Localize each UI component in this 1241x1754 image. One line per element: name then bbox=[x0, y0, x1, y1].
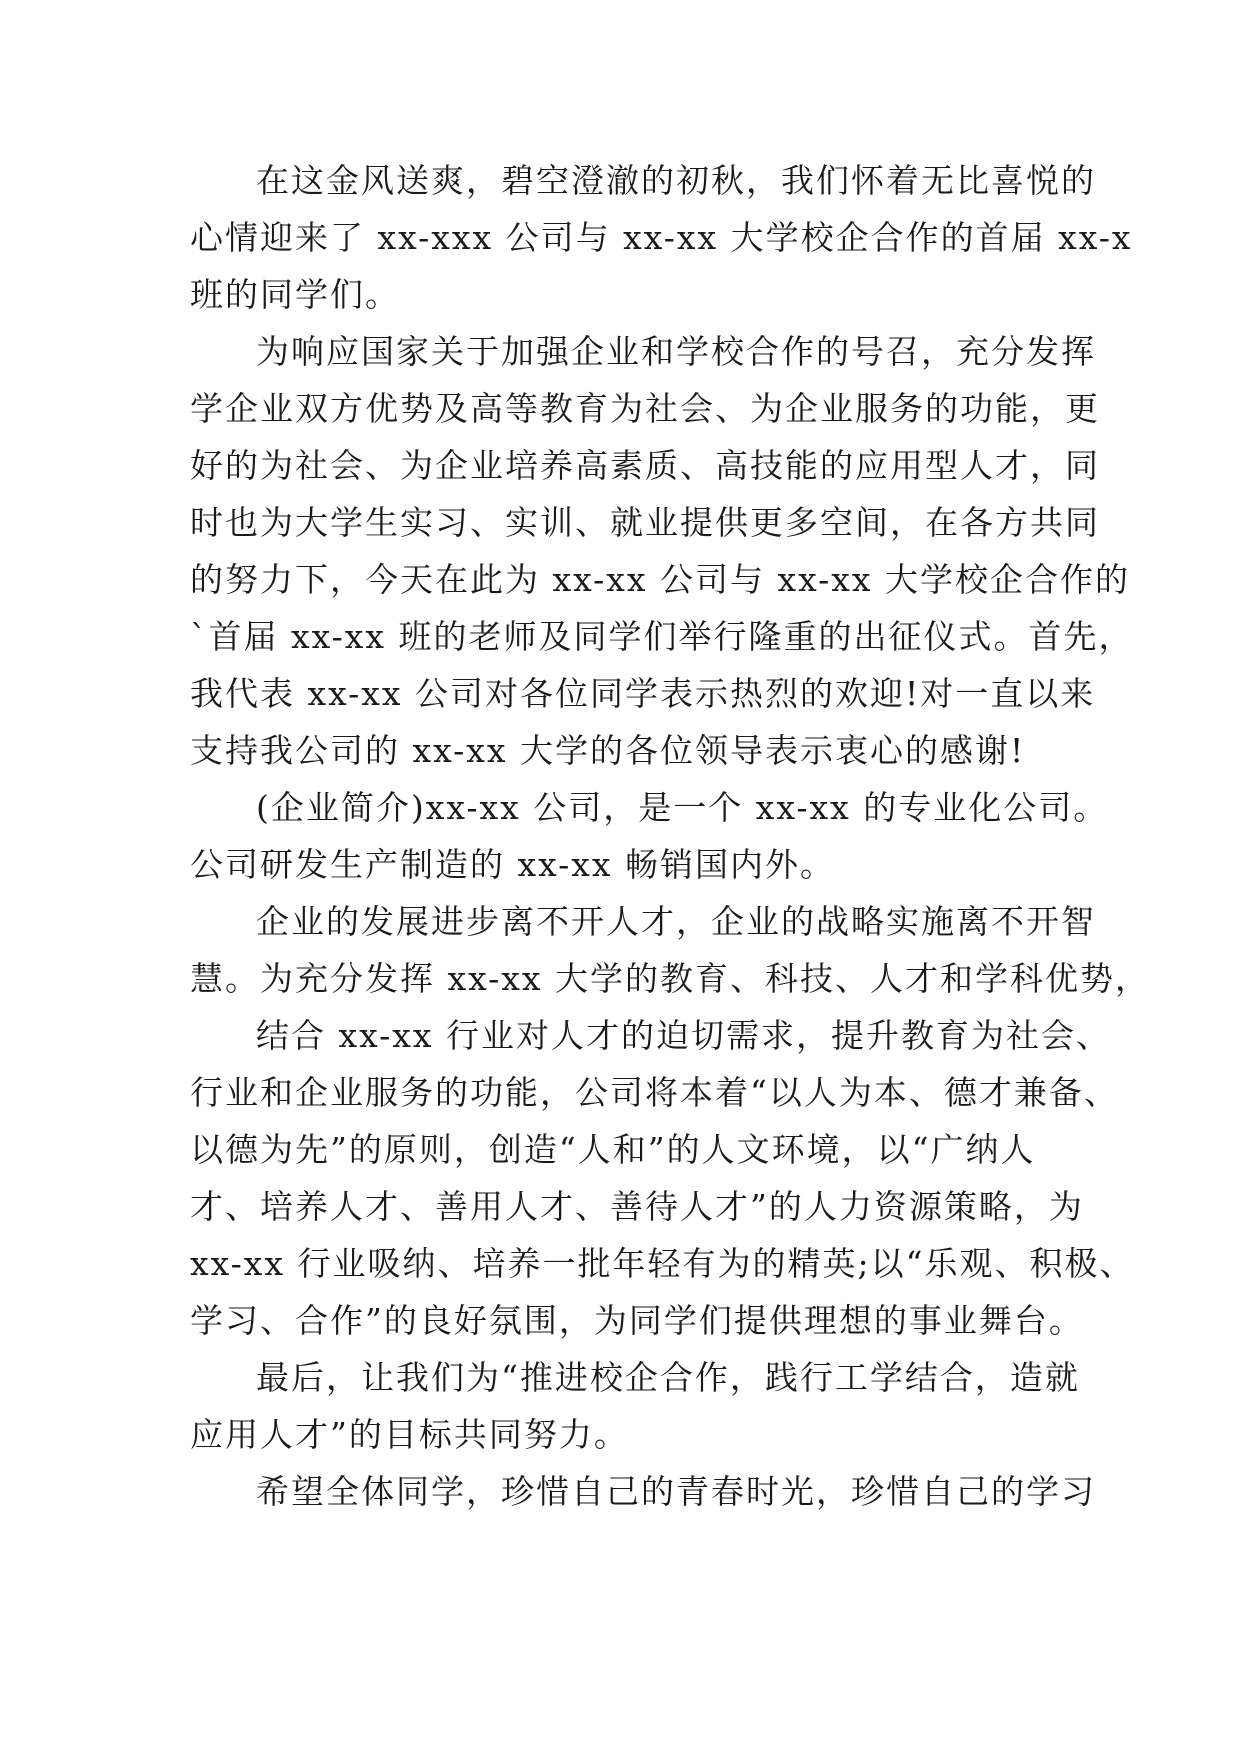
text-line: 的努力下，今天在此为 xx-xx 公司与 xx-xx 大学校企合作的 bbox=[190, 560, 1130, 599]
text-line: 心情迎来了 xx-xxx 公司与 xx-xx 大学校企合作的首届 xx-x bbox=[190, 218, 1133, 257]
text-line: 才、培养人才、善用人才、善待人才”的人力资源策略，为 bbox=[190, 1187, 1084, 1226]
text-line: 公司研发生产制造的 xx-xx 畅销国内外。 bbox=[190, 845, 835, 884]
text-line: 应用人才”的目标共同努力。 bbox=[190, 1415, 629, 1454]
text-line: 为响应国家关于加强企业和学校合作的号召，充分发挥 bbox=[256, 332, 1096, 371]
text-line: 支持我公司的 xx-xx 大学的各位领导表示衷心的感谢! bbox=[190, 731, 1026, 770]
text-line: 企业的发展进步离不开人才，企业的战略实施离不开智 bbox=[256, 902, 1096, 941]
text-line: `首届 xx-xx 班的老师及同学们举行隆重的出征仪式。首先， bbox=[190, 617, 1134, 656]
text-line: 学企业双方优势及高等教育为社会、为企业服务的功能，更 bbox=[190, 389, 1100, 428]
text-line: 行业和企业服务的功能，公司将本着“以人为本、德才兼备、 bbox=[190, 1073, 1119, 1112]
text-line: 希望全体同学，珍惜自己的青春时光，珍惜自己的学习 bbox=[256, 1472, 1096, 1511]
text-line: 学习、合作”的良好氛围，为同学们提供理想的事业舞台。 bbox=[190, 1301, 1084, 1340]
text-line: 最后，让我们为“推进校企合作，践行工学结合，造就 bbox=[256, 1358, 1080, 1397]
text-line: 我代表 xx-xx 公司对各位同学表示热烈的欢迎!对一直以来 bbox=[190, 674, 1096, 713]
text-line: 在这金风送爽，碧空澄澈的初秋，我们怀着无比喜悦的 bbox=[256, 161, 1096, 200]
text-line: 时也为大学生实习、实训、就业提供更多空间，在各方共同 bbox=[190, 503, 1100, 542]
text-line: 班的同学们。 bbox=[190, 275, 400, 314]
text-line: 结合 xx-xx 行业对人才的迫切需求，提升教育为社会、 bbox=[256, 1016, 1111, 1055]
text-line: 慧。为充分发挥 xx-xx 大学的教育、科技、人才和学科优势， bbox=[190, 959, 1150, 998]
text-line: xx-xx 行业吸纳、培养一批年轻有为的精英;以“乐观、积极、 bbox=[190, 1244, 1135, 1283]
text-line: 好的为社会、为企业培养高素质、高技能的应用型人才，同 bbox=[190, 446, 1100, 485]
text-line: (企业简介)xx-xx 公司，是一个 xx-xx 的专业化公司。 bbox=[256, 788, 1109, 827]
document-body bbox=[190, 160, 1150, 1512]
text-line: 以德为先”的原则，创造“人和”的人文环境，以“广纳人 bbox=[190, 1130, 1036, 1169]
